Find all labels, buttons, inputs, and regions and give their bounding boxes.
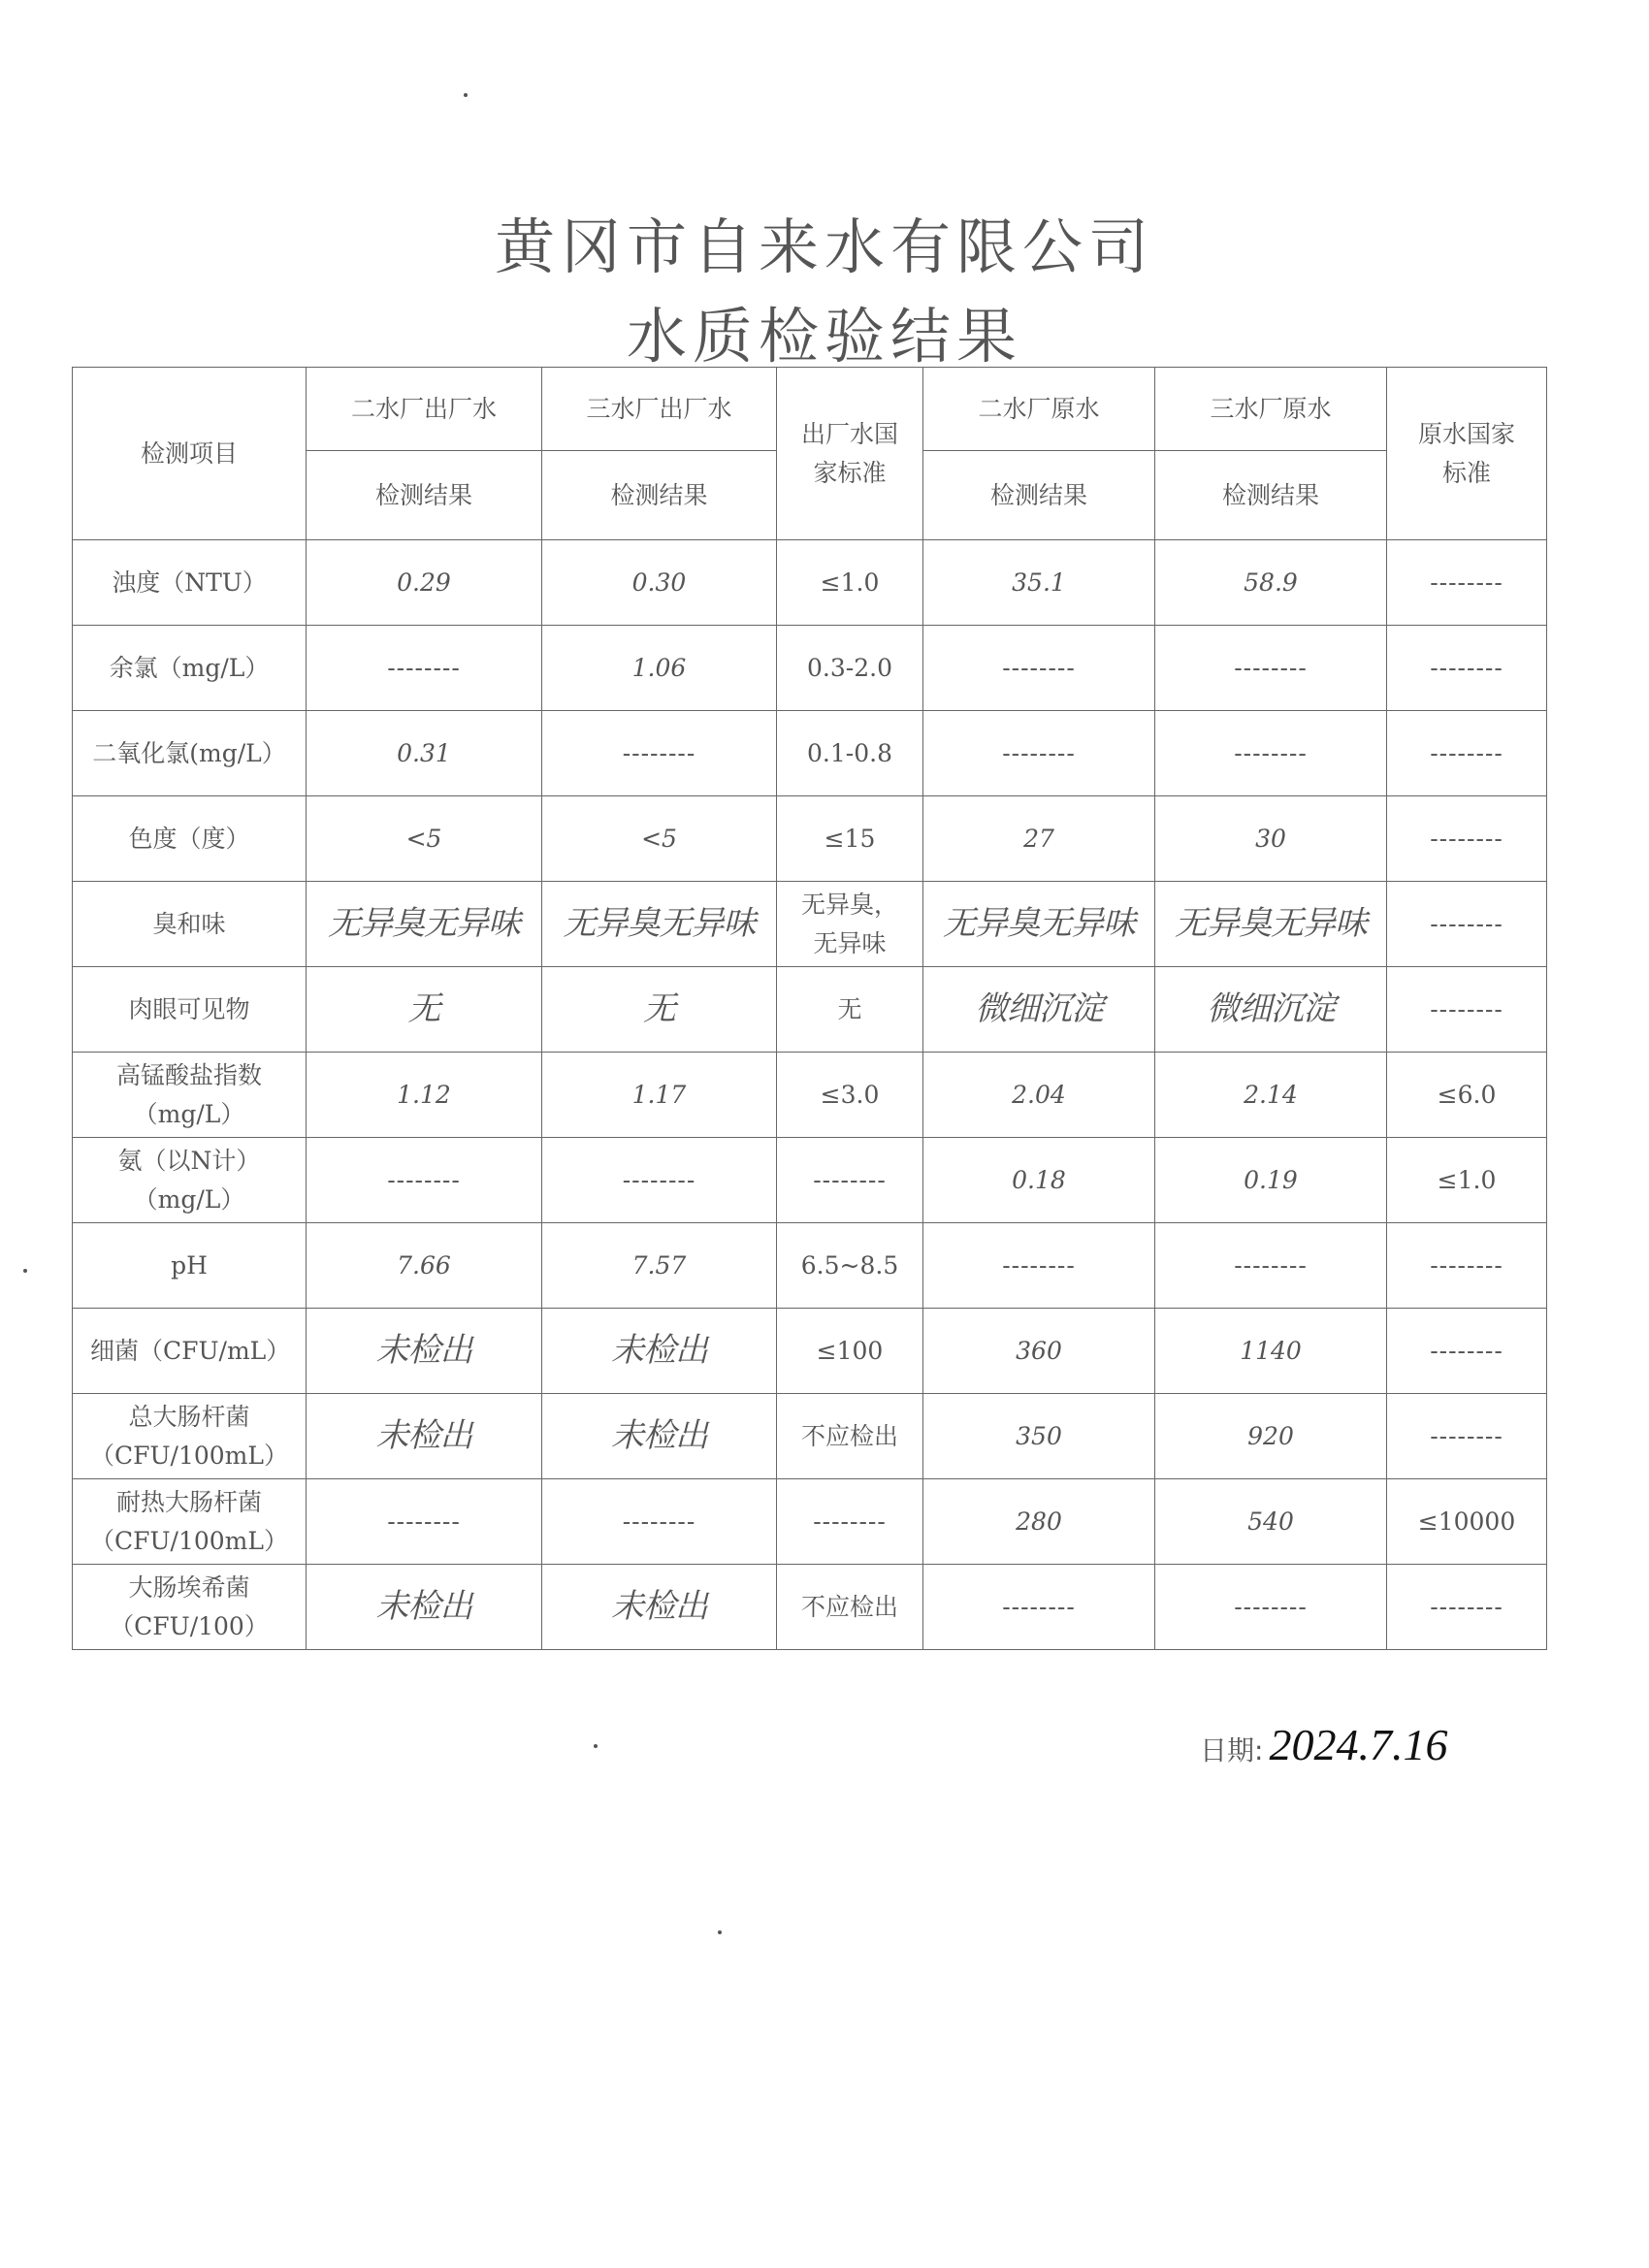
table-row <box>73 626 1547 711</box>
date-line <box>1200 1719 1447 1770</box>
table-row <box>73 1223 1547 1309</box>
date-value: 2024.7.16 <box>1269 1720 1448 1769</box>
result-cell: -------- <box>923 626 1155 711</box>
item-cell: 细菌（CFU/mL） <box>73 1309 307 1394</box>
table-row <box>73 1053 1547 1138</box>
header-group: 三水厂出厂水 <box>542 368 777 451</box>
result-cell: <5 <box>542 796 777 882</box>
standard-cell: -------- <box>1387 711 1547 796</box>
standard-cell: ≤1.0 <box>777 540 923 626</box>
result-cell: 无异臭无异味 <box>307 882 542 967</box>
result-cell: 无异臭无异味 <box>542 882 777 967</box>
item-cell: 肉眼可见物 <box>73 967 307 1053</box>
result-cell: 2.04 <box>923 1053 1155 1138</box>
item-cell: 余氯（mg/L） <box>73 626 307 711</box>
item-cell: 色度（度） <box>73 796 307 882</box>
result-cell: 未检出 <box>307 1394 542 1479</box>
result-cell: 未检出 <box>542 1565 777 1650</box>
table-row <box>73 540 1547 626</box>
result-cell: 1.12 <box>307 1053 542 1138</box>
result-cell: -------- <box>542 1138 777 1223</box>
standard-cell: ≤3.0 <box>777 1053 923 1138</box>
standard-cell: -------- <box>777 1138 923 1223</box>
result-cell: 360 <box>923 1309 1155 1394</box>
item-cell: 大肠埃希菌（CFU/100） <box>73 1565 307 1650</box>
standard-cell: -------- <box>1387 1394 1547 1479</box>
header-group: 三水厂原水 <box>1155 368 1387 451</box>
table-row <box>73 1394 1547 1479</box>
result-cell: 0.30 <box>542 540 777 626</box>
standard-cell: -------- <box>1387 540 1547 626</box>
result-cell: -------- <box>307 1479 542 1565</box>
result-cell: 未检出 <box>542 1394 777 1479</box>
scan-speck <box>23 1269 27 1273</box>
item-cell: 耐热大肠杆菌（CFU/100mL） <box>73 1479 307 1565</box>
result-cell: -------- <box>307 626 542 711</box>
result-cell: 35.1 <box>923 540 1155 626</box>
item-cell: 氨（以N计）（mg/L） <box>73 1138 307 1223</box>
header-sub: 检测结果 <box>1155 451 1387 540</box>
item-cell: 浊度（NTU） <box>73 540 307 626</box>
table-row <box>73 1138 1547 1223</box>
item-cell: 二氧化氯(mg/L） <box>73 711 307 796</box>
standard-cell: 无 <box>777 967 923 1053</box>
table-row <box>73 711 1547 796</box>
result-cell: -------- <box>307 1138 542 1223</box>
result-cell: 1.17 <box>542 1053 777 1138</box>
document-title: 水质检验结果 <box>626 301 1022 372</box>
result-cell: -------- <box>923 1223 1155 1309</box>
header-group: 原水国家标准 <box>1387 368 1547 540</box>
result-cell: 0.18 <box>923 1138 1155 1223</box>
result-cell: 未检出 <box>307 1309 542 1394</box>
result-cell: 未检出 <box>542 1309 777 1394</box>
result-cell: 微细沉淀 <box>923 967 1155 1053</box>
scan-speck <box>718 1930 722 1934</box>
result-cell: 0.31 <box>307 711 542 796</box>
table-row <box>73 1565 1547 1650</box>
result-cell: -------- <box>1155 626 1387 711</box>
company-name: 黄冈市自来水有限公司 <box>494 211 1154 282</box>
result-cell: 58.9 <box>1155 540 1387 626</box>
header-row <box>73 368 1547 451</box>
result-cell: 7.57 <box>542 1223 777 1309</box>
standard-cell: 0.3-2.0 <box>777 626 923 711</box>
result-cell: 7.66 <box>307 1223 542 1309</box>
result-cell: 微细沉淀 <box>1155 967 1387 1053</box>
result-cell: -------- <box>542 711 777 796</box>
item-cell: pH <box>73 1223 307 1309</box>
header-sub: 检测结果 <box>542 451 777 540</box>
standard-cell: ≤1.0 <box>1387 1138 1547 1223</box>
header-item: 检测项目 <box>73 368 307 540</box>
standard-cell: 6.5~8.5 <box>777 1223 923 1309</box>
result-cell: <5 <box>307 796 542 882</box>
result-cell: 540 <box>1155 1479 1387 1565</box>
standard-cell: 无异臭，无异味 <box>777 882 923 967</box>
standard-cell: -------- <box>1387 1309 1547 1394</box>
table-row <box>73 967 1547 1053</box>
standard-cell: ≤15 <box>777 796 923 882</box>
table-row <box>73 1309 1547 1394</box>
results-table <box>72 367 1547 1650</box>
standard-cell: 不应检出 <box>777 1565 923 1650</box>
header-sub: 检测结果 <box>307 451 542 540</box>
result-cell: 920 <box>1155 1394 1387 1479</box>
table-row <box>73 882 1547 967</box>
result-cell: 27 <box>923 796 1155 882</box>
result-cell: 无异臭无异味 <box>1155 882 1387 967</box>
header-group: 二水厂出厂水 <box>307 368 542 451</box>
standard-cell: ≤10000 <box>1387 1479 1547 1565</box>
result-cell: 2.14 <box>1155 1053 1387 1138</box>
result-cell: 未检出 <box>307 1565 542 1650</box>
result-cell: 280 <box>923 1479 1155 1565</box>
result-cell: -------- <box>923 1565 1155 1650</box>
standard-cell: -------- <box>777 1479 923 1565</box>
scan-speck <box>594 1744 598 1748</box>
header-group: 出厂水国家标准 <box>777 368 923 540</box>
item-cell: 臭和味 <box>73 882 307 967</box>
standard-cell: -------- <box>1387 967 1547 1053</box>
standard-cell: 不应检出 <box>777 1394 923 1479</box>
header-group: 二水厂原水 <box>923 368 1155 451</box>
result-cell: 无 <box>542 967 777 1053</box>
standard-cell: ≤100 <box>777 1309 923 1394</box>
standard-cell: ≤6.0 <box>1387 1053 1547 1138</box>
result-cell: -------- <box>542 1479 777 1565</box>
result-cell: -------- <box>923 711 1155 796</box>
table-row <box>73 796 1547 882</box>
result-cell: -------- <box>1155 711 1387 796</box>
standard-cell: 0.1-0.8 <box>777 711 923 796</box>
item-cell: 高锰酸盐指数（mg/L） <box>73 1053 307 1138</box>
result-cell: -------- <box>1155 1565 1387 1650</box>
standard-cell: -------- <box>1387 796 1547 882</box>
result-cell: 30 <box>1155 796 1387 882</box>
result-cell: 无异臭无异味 <box>923 882 1155 967</box>
result-cell: 无 <box>307 967 542 1053</box>
scan-speck <box>464 93 468 97</box>
result-cell: 0.19 <box>1155 1138 1387 1223</box>
header-sub: 检测结果 <box>923 451 1155 540</box>
result-cell: 350 <box>923 1394 1155 1479</box>
standard-cell: -------- <box>1387 882 1547 967</box>
result-cell: 1140 <box>1155 1309 1387 1394</box>
standard-cell: -------- <box>1387 1223 1547 1309</box>
result-cell: 1.06 <box>542 626 777 711</box>
item-cell: 总大肠杆菌（CFU/100mL） <box>73 1394 307 1479</box>
standard-cell: -------- <box>1387 1565 1547 1650</box>
table-row <box>73 1479 1547 1565</box>
standard-cell: -------- <box>1387 626 1547 711</box>
result-cell: 0.29 <box>307 540 542 626</box>
date-label: 日期: <box>1200 1734 1264 1766</box>
result-cell: -------- <box>1155 1223 1387 1309</box>
